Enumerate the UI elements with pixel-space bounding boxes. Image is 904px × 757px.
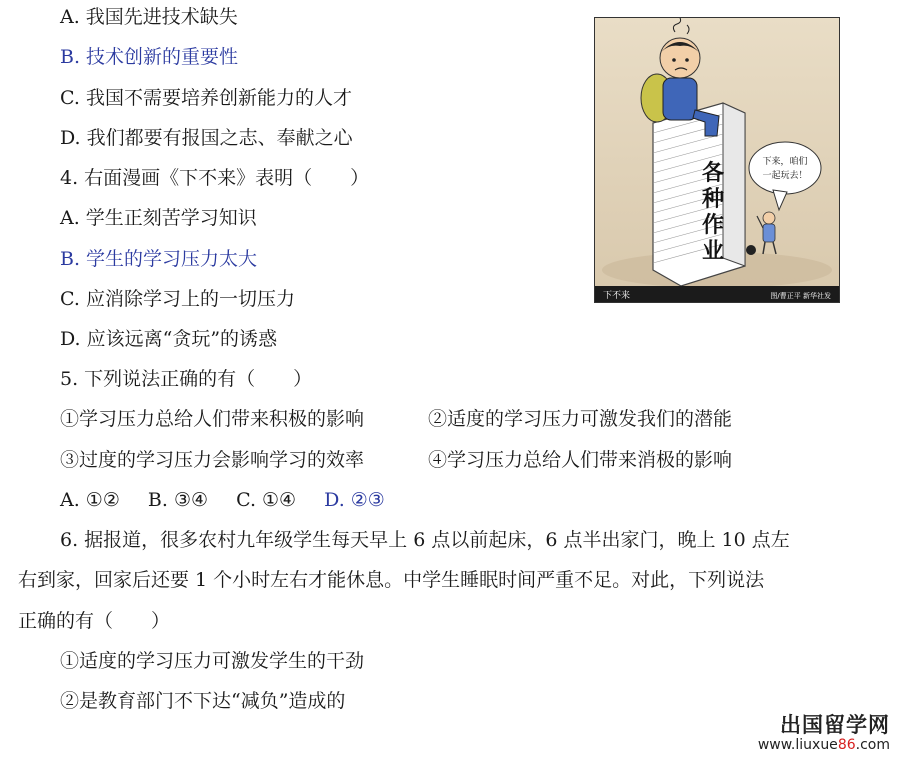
question-6-line-1: 6. 据报道，很多农村九年级学生每天早上 6 点以前起床，6 点半出家门，晚上 10 点左 [60,529,790,551]
question-5: 5. 下列说法正确的有（ ） [60,368,313,390]
question-4: 4. 右面漫画《下不来》表明（ ） [60,167,370,189]
option-d-prev: D. 我们都要有报国之志、奉献之心 [60,127,353,149]
q5-option-d-answer: D. ②③ [324,489,385,511]
option-c-prev: C. 我国不需要培养创新能力的人才 [60,87,352,109]
q5-statements-row-1 [60,407,732,431]
stack-char-3: 作 [701,213,725,238]
q4-option-a: A. 学生正刻苦学习知识 [60,207,257,229]
q6-statement-2: ②是教育部门不下达“减负”造成的 [60,690,346,712]
question-6-line-3: 正确的有（ ） [18,610,171,632]
q6-statement-1: ①适度的学习压力可激发学生的干劲 [60,650,365,672]
site-watermark [758,713,890,753]
bubble-line-1: 下来，咱们 [762,157,808,167]
q5-options [60,488,407,512]
watermark-url [758,737,890,753]
q4-option-d: D. 应该远离“贪玩”的诱惑 [60,328,278,350]
stack-char-2: 种 [701,187,725,212]
homework-stack [653,103,745,286]
q5-statements-row-2 [60,448,732,472]
watermark-url-suffix: .com [855,737,890,753]
q5-statement-2: ②适度的学习压力可激发我们的潜能 [428,408,733,430]
watermark-url-prefix: www.liuxue [757,737,838,753]
stack-char-1: 各 [701,161,725,186]
cartoon-illustration [595,18,839,302]
cartoon-image [594,17,840,303]
question-6-line-2: 右到家，回家后还要 1 个小时左右才能休息。中学生睡眠时间严重不足。对此，下列说法 [18,569,765,591]
option-a-prev: A. 我国先进技术缺失 [60,6,238,28]
q5-option-c: C. ①④ [236,489,297,511]
cartoon-caption: 下不来 [603,291,631,301]
q4-option-c: C. 应消除学习上的一切压力 [60,288,295,310]
q5-option-b: B. ③④ [147,489,209,511]
q5-statement-1: ①学习压力总给人们带来积极的影响 [60,408,365,430]
cartoon-credit: 图/曹正平 新华社发 [770,292,831,300]
q5-option-a: A. ①② [60,489,120,511]
q5-statement-4: ④学习压力总给人们带来消极的影响 [428,449,733,471]
q5-statement-3: ③过度的学习压力会影响学习的效率 [60,449,365,471]
watermark-title: 出国留学网 [780,713,890,737]
stack-char-4: 业 [701,239,725,264]
watermark-url-highlight: 86 [837,737,856,753]
q4-option-b-answer: B. 学生的学习压力太大 [60,248,258,270]
bubble-line-2: 一起玩去！ [762,171,808,181]
option-b-prev-answer: B. 技术创新的重要性 [60,46,239,68]
